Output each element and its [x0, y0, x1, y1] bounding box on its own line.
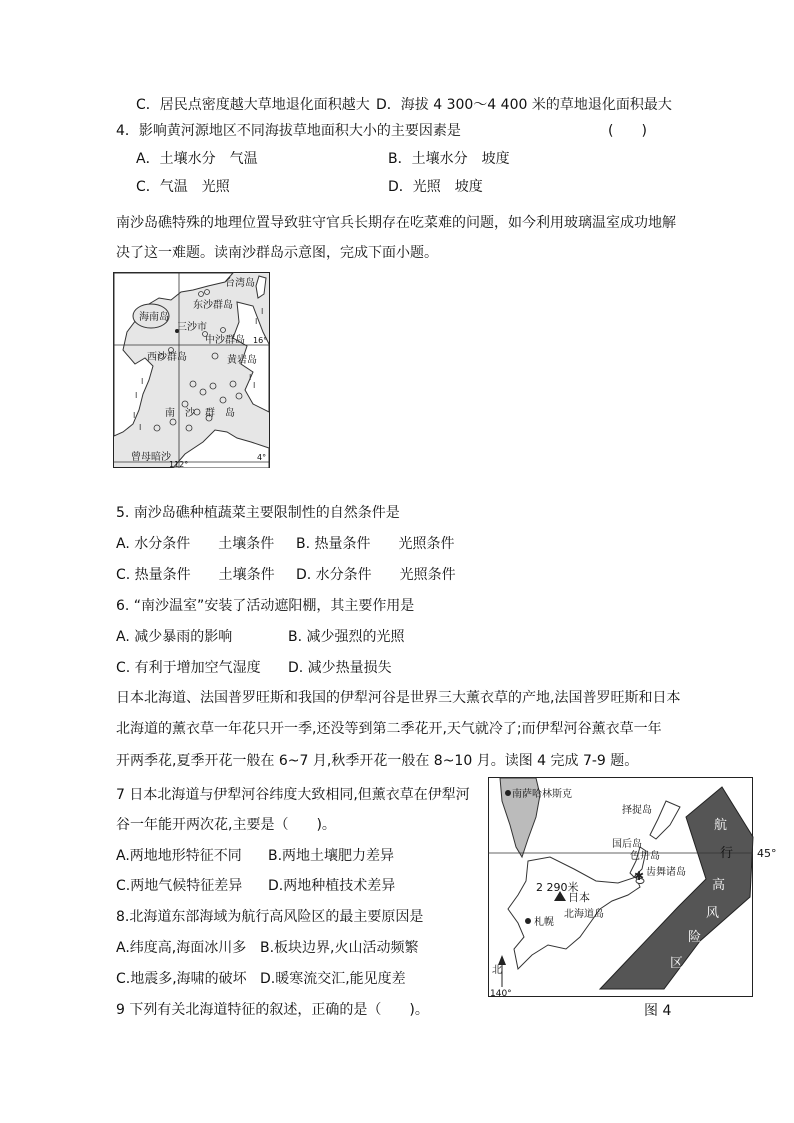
- label-hainan: 海南岛: [139, 312, 169, 323]
- label-zhongsha: 中沙群岛: [205, 335, 245, 346]
- q7-option-a: A.两地地形特征不同: [116, 848, 242, 864]
- label-nansha: 南 沙 群 岛: [165, 408, 235, 419]
- label-lat45: 45°: [757, 847, 777, 860]
- label-guohou: 国后岛: [612, 839, 642, 850]
- svg-text:I: I: [139, 423, 142, 432]
- label-huangyan: 黄岩岛: [227, 355, 257, 366]
- hokkaido-map: [488, 777, 754, 997]
- label-lat16: 16°: [253, 336, 268, 345]
- q8-option-b: B.板块边界,火山活动频繁: [260, 940, 419, 956]
- q4-option-c: C．气温 光照: [136, 179, 230, 195]
- zone-char-6: 区: [670, 956, 684, 971]
- q6-option-c: C. 有利于增加空气湿度: [116, 660, 261, 676]
- q5-option-b: B. 热量条件 光照条件: [296, 536, 455, 552]
- question-6: 6. “南沙温室”安装了活动遮阳棚，其主要作用是: [116, 598, 415, 614]
- svg-text:I: I: [255, 317, 258, 326]
- label-taiwan: 台湾岛: [225, 278, 255, 289]
- label-lat4: 4°: [257, 453, 267, 462]
- q6-option-a: A. 减少暴雨的影响: [116, 629, 233, 645]
- q3-option-c: C．居民点密度越大草地退化面积越大: [136, 97, 370, 113]
- label-dongsha: 东沙群岛: [193, 300, 233, 311]
- svg-text:I: I: [133, 411, 136, 420]
- q4-option-a: A．土壤水分 气温: [136, 151, 258, 167]
- q6-option-d: D. 减少热量损失: [288, 660, 392, 676]
- label-sedan: 色丹岛: [630, 851, 660, 862]
- q7-option-d: D.两地种植技术差异: [268, 878, 396, 894]
- label-elev: 2 290米: [536, 881, 579, 894]
- label-sansha: 三沙市: [177, 322, 207, 333]
- question-8: 8.北海道东部海域为航行高风险区的最主要原因是: [116, 909, 424, 925]
- zone-char-2: 行: [720, 846, 734, 861]
- label-zetuo: 择捉岛: [622, 805, 652, 816]
- question-5: 5. 南沙岛礁种植蔬菜主要限制性的自然条件是: [116, 505, 400, 521]
- q5-option-a: A. 水分条件 土壤条件: [116, 536, 275, 552]
- svg-text:I: I: [135, 391, 138, 400]
- zone-char-3: 高: [712, 878, 726, 893]
- lavender-intro-2: 北海道的薰衣草一年花只开一季,还没等到第二季花开,天气就冷了;而伊犁河谷薰衣草一年: [116, 721, 662, 737]
- q8-option-c: C.地震多,海啸的破坏: [116, 971, 247, 987]
- svg-text:I: I: [141, 377, 144, 386]
- svg-text:I: I: [253, 381, 256, 390]
- q8-option-d: D.暖寒流交汇,能见度差: [260, 971, 406, 987]
- q3-option-d: D．海拔 4 300～4 400 米的草地退化面积最大: [376, 97, 672, 113]
- zone-char-5: 险: [688, 930, 702, 945]
- nansha-map: [113, 272, 271, 468]
- lavender-intro-3: 开两季花,夏季开花一般在 6~7 月,秋季开花一般在 8~10 月。读图 4 完成 7-9 题。: [116, 753, 639, 769]
- svg-text:I: I: [261, 307, 264, 316]
- svg-text:I: I: [249, 373, 252, 382]
- q6-option-b: B. 减少强烈的光照: [288, 629, 405, 645]
- q4-option-d: D．光照 坡度: [388, 179, 483, 195]
- label-lon140: 140°: [490, 989, 512, 997]
- q7-option-c: C.两地气候特征差异: [116, 878, 243, 894]
- zone-char-1: 航: [714, 818, 728, 833]
- question-7-line-2: 谷一年能开两次花,主要是（ )。: [116, 817, 336, 833]
- lavender-intro-1: 日本北海道、法国普罗旺斯和我国的伊犁河谷是世界三大薰衣草的产地,法国普罗旺斯和日本: [116, 690, 681, 706]
- label-yuzhno: 南萨哈林斯克: [512, 789, 572, 800]
- chiwu-star-icon: ✱: [634, 869, 645, 883]
- question-7-line-1: 7 日本北海道与伊犁河谷纬度大致相同,但薰衣草在伊犁河: [116, 787, 470, 803]
- label-north: 北: [492, 965, 502, 976]
- q8-option-a: A.纬度高,海面冰川多: [116, 940, 247, 956]
- question-4: 4．影响黄河源地区不同海拔草地面积大小的主要因素是: [116, 123, 461, 139]
- label-sapporo: 札幌: [534, 917, 554, 928]
- label-chiwu: 齿舞诸岛: [646, 867, 686, 878]
- nansha-intro-2: 决了这一难题。读南沙群岛示意图，完成下面小题。: [116, 245, 438, 261]
- q5-option-d: D. 水分条件 光照条件: [296, 567, 456, 583]
- q7-option-b: B.两地土壤肥力差异: [268, 848, 395, 864]
- label-zengmu: 曾母暗沙: [131, 452, 171, 463]
- label-lon112: 112°: [169, 460, 189, 468]
- nansha-intro-1: 南沙岛礁特殊的地理位置导致驻守官兵长期存在吃菜难的问题，如今利用玻璃温室成功地解: [116, 215, 676, 231]
- question-4-paren: ( ): [608, 123, 647, 139]
- label-hokkaido: 北海道岛: [564, 909, 604, 920]
- label-xisha: 西沙群岛: [147, 352, 187, 363]
- q4-option-b: B．土壤水分 坡度: [388, 151, 510, 167]
- figure-4-caption: 图 4: [644, 1003, 672, 1019]
- question-9: 9 下列有关北海道特征的叙述，正确的是（ )。: [116, 1002, 429, 1018]
- label-japan: 日本: [568, 891, 590, 904]
- sapporo-dot: [525, 918, 531, 924]
- zone-char-4: 风: [706, 906, 720, 921]
- yuzhno-dot: [505, 790, 511, 796]
- q5-option-c: C. 热量条件 土壤条件: [116, 567, 275, 583]
